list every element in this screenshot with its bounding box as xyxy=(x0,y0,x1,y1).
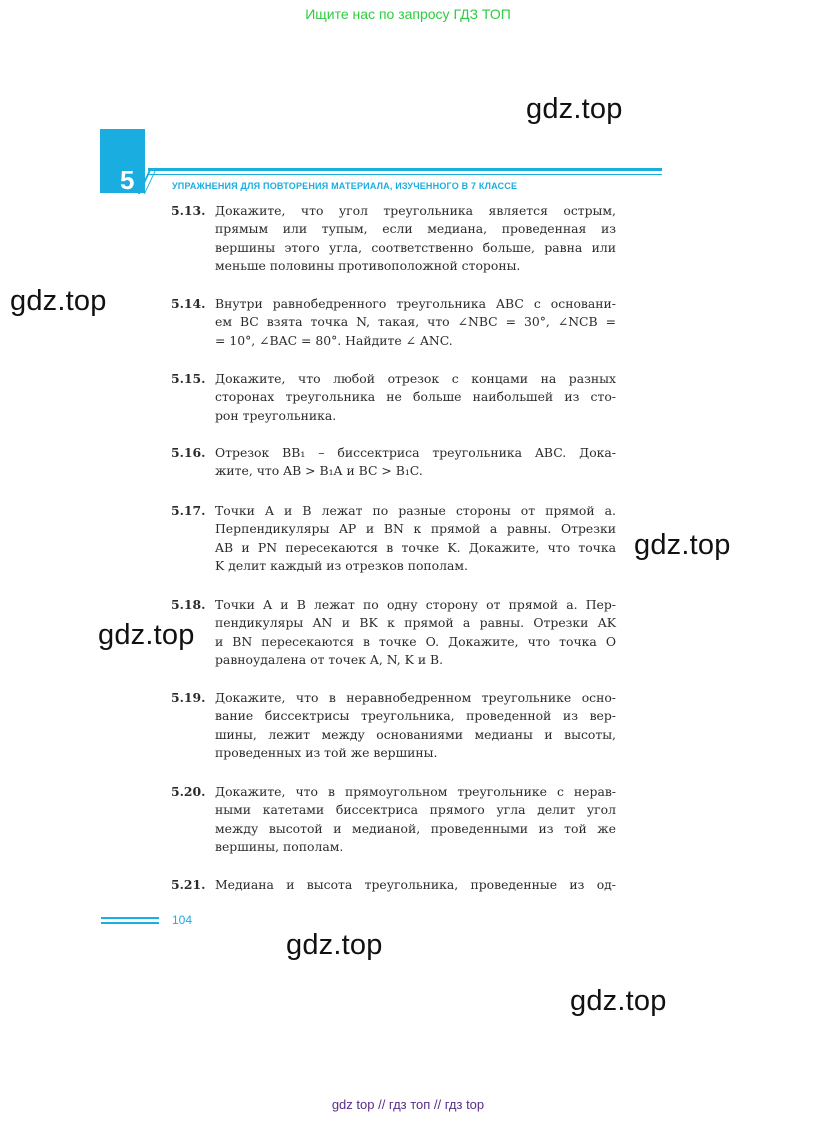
chapter-number: 5 xyxy=(120,165,135,195)
problem-item xyxy=(171,596,616,669)
problem-text xyxy=(171,689,616,762)
problem-line: и BN пересекаются в точке O. Докажите, что точка O xyxy=(215,633,616,649)
problem-line: проведенных из той же вершины. xyxy=(215,744,438,760)
problem-item xyxy=(171,202,616,275)
header-rule xyxy=(148,168,662,171)
problem-item xyxy=(171,689,616,762)
problem-line: рон треугольника. xyxy=(215,407,337,423)
problem-line: ными катетами биссектриса прямого угла делит угол xyxy=(215,802,616,818)
problem-line: = 10°, ∠BAC = 80°. Найдите ∠ ANC. xyxy=(215,332,453,348)
problem-line: Докажите, что в неравнобедренном треугольнике осно- xyxy=(215,690,616,705)
problem-text xyxy=(171,596,616,669)
problem-line: Докажите, что в прямоугольном треугольнике с нерав- xyxy=(215,784,616,799)
header-rule xyxy=(148,174,662,175)
problem-line: Внутри равнобедренного треугольника ABC с основани- xyxy=(215,296,616,311)
problem-item xyxy=(171,502,616,575)
problem-line: меньше половины противоположной стороны. xyxy=(215,257,521,273)
problem-line: шины, лежит между основаниями медианы и высоты, xyxy=(215,726,616,742)
problem-number: 5.18. xyxy=(171,597,206,612)
problem-item xyxy=(171,444,616,481)
problem-item xyxy=(171,783,616,856)
page-number: 104 xyxy=(172,913,193,927)
watermark: gdz.top xyxy=(286,929,383,961)
problem-text xyxy=(171,202,616,275)
problem-line: прямым или тупым, если медиана, проведенная из xyxy=(215,221,616,237)
problem-item xyxy=(171,370,616,425)
problem-number: 5.13. xyxy=(171,203,206,218)
problem-line: Докажите, что угол треугольника является острым, xyxy=(215,203,616,218)
problem-line: равноудалена от точек A, N, K и B. xyxy=(215,651,444,667)
problem-text xyxy=(171,876,616,894)
problem-line: Отрезок BB₁ – биссектриса треугольника ABC. Дока- xyxy=(215,445,616,460)
problem-line: жите, что AB > B₁A и BC > B₁C. xyxy=(215,463,423,479)
problem-line: ем BC взята точка N, такая, что ∠NBC = 30°, ∠NCB = xyxy=(215,314,616,330)
problem-line: между высотой и медианой, проведенными из той же xyxy=(215,820,616,836)
problem-text xyxy=(171,295,616,350)
problem-number: 5.21. xyxy=(171,877,206,892)
watermark: gdz.top xyxy=(570,985,667,1017)
problem-line: Докажите, что любой отрезок с концами на разных xyxy=(215,371,616,386)
problem-line: K делит каждый из отрезков пополам. xyxy=(215,557,468,573)
problem-line: Перпендикуляры AP и BN к прямой a равны. Отрезки xyxy=(215,521,616,537)
problem-text xyxy=(171,783,616,856)
watermark: gdz.top xyxy=(526,93,623,125)
problem-line: вание биссектрисы треугольника, проведенной из вер- xyxy=(215,708,616,724)
watermark: gdz.top xyxy=(98,619,195,651)
footer-rule xyxy=(101,917,159,919)
problem-number: 5.16. xyxy=(171,445,206,460)
section-title: УПРАЖНЕНИЯ ДЛЯ ПОВТОРЕНИЯ МАТЕРИАЛА, ИЗУЧЕННОГО В 7 КЛАССЕ xyxy=(172,181,518,191)
problem-line: Медиана и высота треугольника, проведенные из од- xyxy=(215,877,616,892)
problem-number: 5.19. xyxy=(171,690,206,705)
problem-text xyxy=(171,370,616,425)
problem-line: пендикуляры AN и BK к прямой a равны. Отрезки AK xyxy=(215,615,616,631)
problem-line: Точки A и B лежат по одну сторону от прямой a. Пер- xyxy=(215,597,616,612)
top-banner: Ищите нас по запросу ГДЗ ТОП xyxy=(305,6,511,22)
problem-line: AB и PN пересекаются в точке K. Докажите, что точка xyxy=(215,539,616,555)
problem-item xyxy=(171,876,616,894)
problem-line: Точки A и B лежат по разные стороны от прямой a. xyxy=(215,503,616,518)
problem-line: вершины этого угла, соответственно больше, равна или xyxy=(215,239,616,255)
watermark: gdz.top xyxy=(10,285,107,317)
problem-number: 5.20. xyxy=(171,784,206,799)
problem-item xyxy=(171,295,616,350)
problem-number: 5.14. xyxy=(171,296,206,311)
problem-number: 5.15. xyxy=(171,371,206,386)
problem-text xyxy=(171,444,616,481)
problem-number: 5.17. xyxy=(171,503,206,518)
footer-rule xyxy=(101,922,159,924)
problem-line: вершины, пополам. xyxy=(215,838,344,854)
problem-text xyxy=(171,502,616,575)
problem-line: сторонах треугольника не больше наибольшей из сто- xyxy=(215,389,616,405)
watermark: gdz.top xyxy=(634,529,731,561)
bottom-links[interactable]: gdz top // гдз топ // гдз top xyxy=(331,1097,485,1112)
